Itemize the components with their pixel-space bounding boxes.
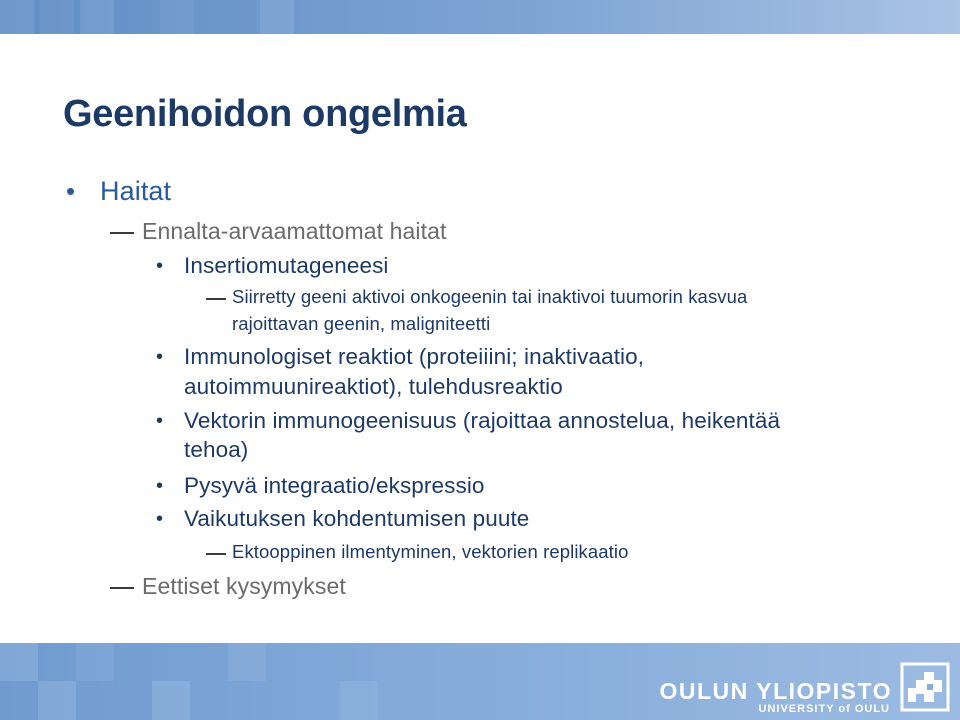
dash-icon <box>110 587 134 589</box>
logo-name: OULUN YLIOPISTO <box>659 678 892 704</box>
banner-square <box>260 0 294 34</box>
slide-line-level-2: Eettiset kysymykset <box>142 573 346 599</box>
footer-square <box>0 643 38 681</box>
slide-line-level-2: Ennalta-arvaamattomat haitat <box>142 218 447 244</box>
bullet-icon: • <box>156 508 164 530</box>
banner-square <box>80 0 114 34</box>
bullet-icon: • <box>66 176 76 206</box>
slide-line-level-3: Vektorin immunogeenisuus (rajoittaa annostelua, heikentää <box>184 408 781 433</box>
bullet-icon: • <box>156 410 164 432</box>
slide-line-level-3: Vaikutuksen kohdentumisen puute <box>184 506 530 531</box>
slide-title: Geenihoidon ongelmia <box>63 93 467 135</box>
footer-square <box>340 681 378 720</box>
slide-line-level-3: Pysyvä integraatio/ekspressio <box>184 473 485 498</box>
bullet-icon: • <box>156 475 164 497</box>
slide-line-level-1: Haitat <box>100 176 172 206</box>
dash-icon <box>110 232 134 234</box>
slide-line-level-3: autoimmuunireaktiot), tulehdusreaktio <box>184 374 563 399</box>
slide-line-level-3: Immunologiset reaktiot (proteiiini; inaktivaatio, <box>184 344 645 369</box>
banner-square <box>40 0 74 34</box>
footer-square <box>76 643 114 681</box>
slide-line-level-4: Ektooppinen ilmentyminen, vektorien replikaatio <box>232 541 629 562</box>
bullet-icon: • <box>156 346 164 368</box>
banner-square <box>0 0 34 34</box>
slide-line-level-3: tehoa) <box>184 437 249 462</box>
top-banner <box>0 0 960 34</box>
banner-square <box>160 0 194 34</box>
footer-square <box>228 643 266 681</box>
university-logo-icon <box>900 662 950 712</box>
logo-subtitle: UNIVERSITY of OULU <box>758 703 890 715</box>
dash-icon <box>206 298 226 300</box>
bullet-icon: • <box>156 255 164 277</box>
dash-icon <box>206 553 226 555</box>
slide-line-level-4: rajoittavan geenin, maligniteetti <box>232 313 491 334</box>
slide-line-level-4: Siirretty geeni aktivoi onkogeenin tai inaktivoi tuumorin kasvua <box>232 286 748 307</box>
footer-square <box>38 681 76 720</box>
slide-line-level-3: Insertiomutageneesi <box>184 253 389 278</box>
footer-square <box>152 681 190 720</box>
